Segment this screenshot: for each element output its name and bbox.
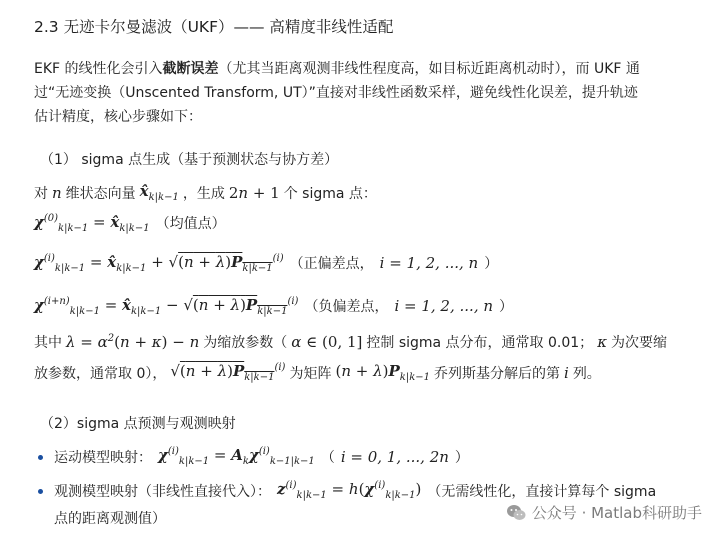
bullet-label: 运动模型映射：	[54, 449, 152, 466]
lead-text: 对	[34, 185, 48, 202]
intro-line-3: 估计精度，核心步骤如下：	[34, 109, 202, 125]
step1-lead	[34, 182, 377, 203]
bullet-dot	[38, 489, 43, 494]
math-kappa: κ	[597, 333, 608, 351]
math-sqrt: $√(n + \lambda)P_{k|k-1}^{(i)}$	[170, 362, 286, 383]
lead-text: ，生成	[182, 185, 225, 202]
wechat-icon	[506, 504, 526, 522]
watermark	[506, 502, 702, 523]
intro-line-2: 过“无迹变换（Unscented Transform, UT）”直接对非线性函数采样，避免线性化误差，提升轨迹	[34, 85, 638, 101]
formula-observation: $z^{(i)}_{k|k-1} = h(\chi^{(i)}_{k|k-1})$	[277, 480, 422, 501]
formula-note: （均值点）	[155, 216, 226, 232]
explain-text: 其中	[34, 335, 62, 351]
math-matrix: $(n + \lambda)P_{k|k-1}$	[335, 362, 430, 383]
intro-text: EKF 的线性化会引入	[34, 61, 163, 77]
sigma-row-neg	[34, 291, 513, 321]
intro-bold: 截断误差	[162, 61, 219, 77]
math-2n1: 2n + 1	[228, 183, 280, 202]
math-lambda: $\lambda = \alpha^2(n + \kappa) - n$	[66, 333, 200, 351]
explain-text: 为次要缩	[611, 335, 668, 351]
step1-explain-1	[34, 332, 667, 352]
math-alpha: α ∈ (0, 1]	[291, 333, 363, 351]
formula-range: i = 1, 2, ..., n	[379, 254, 479, 272]
formula-note: （负偏差点，	[304, 299, 389, 315]
explain-text: 为矩阵	[289, 365, 332, 382]
explain-text: 列。	[572, 365, 601, 382]
formula-positive: $\chi^{(i)}_{k|k-1}$ = $x̂_{k|k-1} + √(n + \lambda)P_{k|k-1}^{(i)}$	[34, 252, 284, 274]
bullet-observation-cont: 点的距离观测值）	[54, 511, 166, 527]
step1-explain-2	[34, 362, 601, 383]
watermark-text: 公众号 · Matlab科研助手	[531, 504, 702, 522]
intro-line-1	[34, 58, 640, 78]
sigma-row-pos	[34, 248, 498, 278]
step1-title: （1） sigma 点生成（基于预测状态与协方差）	[40, 152, 339, 168]
math-i: i	[564, 363, 569, 382]
explain-text: 放参数，通常取 0），	[34, 365, 167, 382]
math-n: n	[52, 183, 62, 202]
formula-range: i = 1, 2, ..., n	[394, 297, 494, 315]
formula-mean: $\chi^{(0)}_{k|k-1}$ = $x̂_{k|k-1}$	[34, 212, 150, 234]
explain-text: 控制 sigma 点分布，通常取 0.01；	[366, 335, 594, 351]
sigma-row-0	[34, 208, 226, 238]
explain-text: 乔列斯基分解后的第	[434, 365, 560, 382]
formula-motion: $\chi^{(i)}_{k|k-1} = A_k\chi^{(i)}_{k-1|k-1}$	[158, 446, 315, 467]
bullet-dot	[38, 455, 43, 460]
bullet-observation	[54, 480, 656, 501]
bullet-label: 观测模型映射（非线性直接代入）：	[54, 483, 271, 500]
bullet-note: （无需线性化，直接计算每个 sigma	[427, 483, 657, 500]
math-xhat: $x̂_{k|k-1}$	[139, 182, 179, 203]
close-paren: ）	[499, 299, 514, 315]
section-title: 2.3 无迹卡尔曼滤波（UKF）—— 高精度非线性适配	[34, 18, 394, 36]
explain-text: 为缩放参数（	[203, 335, 288, 351]
formula-negative: $\chi^{(i+n)}_{k|k-1}$ = $x̂_{k|k-1} - √(n + \lambda)P_{k|k-1}^{(i)}$	[34, 295, 299, 317]
lead-text: 维状态向量	[65, 185, 136, 202]
open-paren: （	[320, 449, 335, 466]
close-paren: ）	[484, 256, 499, 272]
close-paren: ）	[454, 449, 469, 466]
formula-range: i = 0, 1, ..., 2n	[340, 447, 449, 466]
formula-note: （正偏差点，	[289, 256, 374, 272]
lead-text: 个 sigma 点：	[283, 185, 377, 202]
intro-text: （尤其当距离观测非线性程度高，如目标近距离机动时），而 UKF 通	[218, 61, 640, 77]
step2-title: （2）sigma 点预测与观测映射	[40, 416, 236, 432]
bullet-motion	[54, 446, 469, 467]
